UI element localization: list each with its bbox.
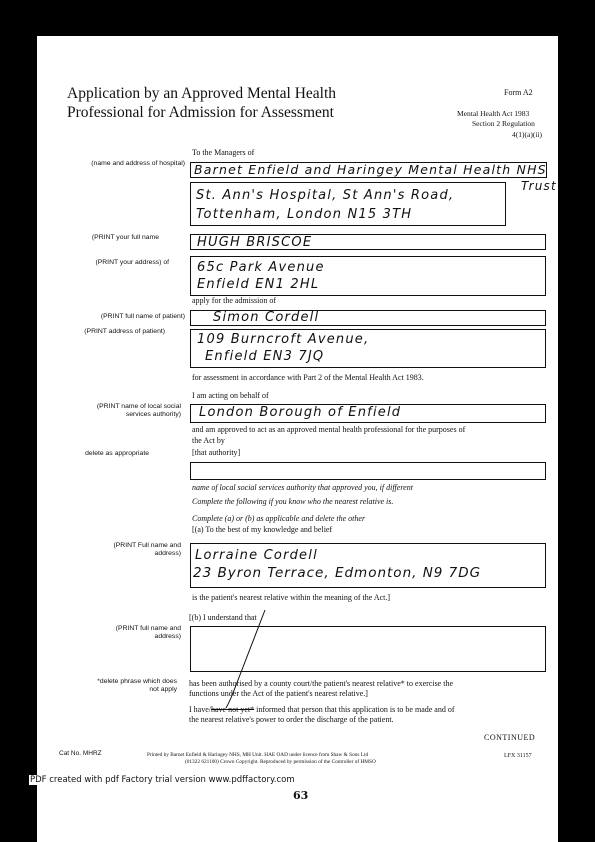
relative-line1-value: Lorraine Cordell — [195, 548, 318, 563]
option-b-text: [(b) I understand that — [189, 613, 257, 622]
informed-prefix: I have/ — [189, 705, 211, 714]
relative-label: (PRINT Full name and address) — [113, 542, 181, 557]
informed-suffix: informed that person that this application is to be made and of — [254, 705, 455, 714]
your-address-line2-value: Enfield EN1 2HL — [197, 277, 320, 292]
printer-info-line2: (01322 621100) Crown Copyright. Reproduced by permission of the Controller of HMSO — [185, 759, 376, 765]
your-name-label: (PRINT your full name — [91, 234, 159, 241]
continued-label: CONTINUED — [484, 733, 536, 742]
authority-value: London Borough of Enfield — [199, 405, 402, 420]
approved-text-line2: the Act by — [192, 436, 225, 445]
complete-following-text: Complete the following if you know who the nearest relative is. — [192, 497, 394, 506]
relative-b-label: (PRINT full name and address) — [115, 625, 181, 640]
authorised-text-line2: functions under the Act of the patient's nearest relative.] — [189, 689, 368, 698]
delete-as-appropriate-label: delete as appropriate — [85, 450, 149, 457]
your-name-value: HUGH BRISCOE — [197, 235, 313, 250]
deletion-stroke — [37, 36, 558, 842]
informed-struck-phrase: have not yet* — [211, 705, 255, 714]
form-code: Form A2 — [504, 88, 533, 97]
hospital-label: (name and address of hospital) — [91, 160, 185, 167]
document-page — [37, 36, 558, 842]
hospital-line3-value: Tottenham, London N15 3TH — [196, 207, 413, 222]
form-title-line2: Professional for Admission for Assessment — [67, 104, 334, 121]
informed-text-line2: the nearest relative's power to order the discharge of the patient. — [189, 715, 394, 724]
hospital-trust-value: Trust — [521, 179, 557, 193]
approved-text-line1: and am approved to act as an approved mental health professional for the purposes of — [192, 425, 466, 434]
assessment-text: for assessment in accordance with Part 2 of the Mental Health Act 1983. — [192, 373, 424, 382]
option-a-text: [(a) To the best of my knowledge and belief — [192, 525, 333, 534]
pdf-factory-note[interactable]: PDF created with pdf Factory trial version www.pdffactory.com — [30, 775, 295, 785]
apply-text: apply for the admission of — [192, 296, 276, 305]
regulation-reference: 4(1)(a)(ii) — [512, 130, 542, 139]
act-name: Mental Health Act 1983 — [457, 109, 530, 118]
catalogue-number: Cat No. MHRZ — [59, 750, 102, 757]
section-reference: Section 2 Regulation — [472, 119, 535, 128]
patient-address-line1-value: 109 Burncroft Avenue, — [197, 332, 370, 347]
authorised-text-line1: has been authorised by a county court/the patient's nearest relative* to exercise the — [189, 679, 454, 688]
relative-meaning-text: is the patient's nearest relative within the meaning of the Act.] — [192, 593, 391, 602]
lfx-code: LFX 31157 — [504, 753, 532, 759]
hospital-line2-value: St. Ann's Hospital, St Ann's Road, — [196, 188, 455, 203]
patient-address-line2-value: Enfield EN3 7JQ — [205, 349, 325, 364]
your-address-label: (PRINT your address) of — [95, 259, 169, 266]
hospital-line1-value: Barnet Enfield and Haringey Mental Health NHS — [194, 162, 547, 177]
to-managers-text: To the Managers of — [192, 148, 255, 157]
patient-name-value: Simon Cordell — [213, 310, 320, 325]
patient-address-label: (PRINT address of patient) — [84, 328, 165, 335]
that-authority-text: [that authority] — [192, 448, 241, 457]
your-address-line1-value: 65c Park Avenue — [197, 260, 325, 275]
complete-ab-text: Complete (a) or (b) as applicable and delete the other — [192, 514, 366, 523]
printer-info-line1: Printed by Barnet Enfield & Haringey NHS, MH Unit. HAE OAD under licence from Shaw & Sons Ltd — [147, 752, 369, 758]
patient-name-label: (PRINT full name of patient) — [100, 313, 185, 320]
page-number: 63 — [293, 789, 309, 802]
acting-on-behalf-text: I am acting on behalf of — [192, 391, 269, 400]
relative-line2-value: 23 Byron Terrace, Edmonton, N9 7DG — [193, 565, 482, 581]
form-title-line1: Application by an Approved Mental Health — [67, 85, 337, 102]
delete-phrase-label: *delete phrase which does not apply — [97, 678, 177, 693]
other-authority-note: name of local social services authority that approved you, if different — [192, 483, 413, 492]
authority-label: (PRINT name of local social services authority) — [96, 403, 181, 418]
